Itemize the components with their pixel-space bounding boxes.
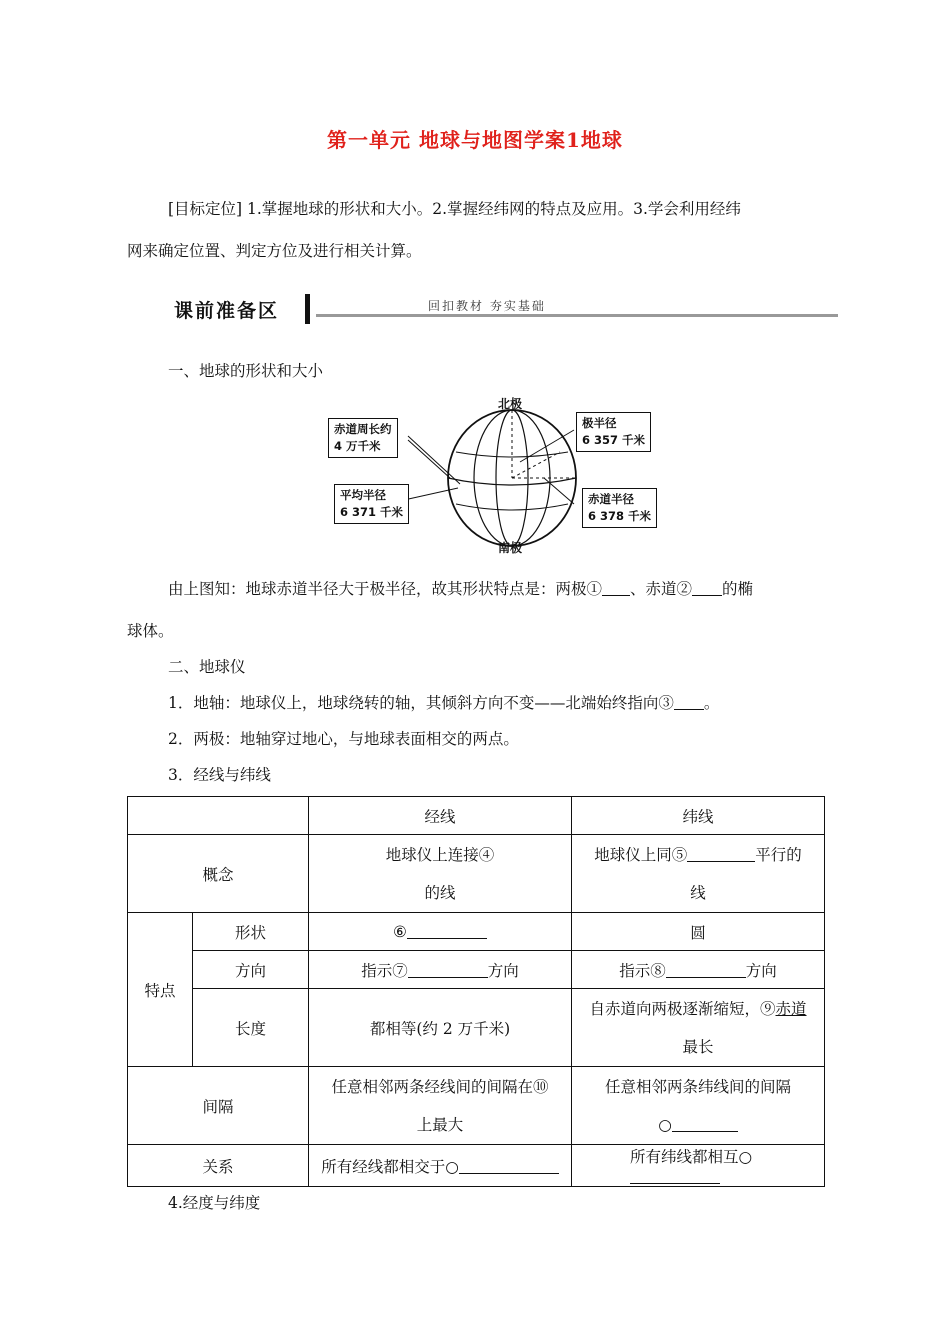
page-title: 第一单元 地球与地图学案1地球 bbox=[327, 128, 623, 152]
banner-rule bbox=[316, 314, 838, 317]
text-part: 自赤道向两极逐渐缩短，⑨ bbox=[589, 999, 776, 1018]
row-label-interval: 间隔 bbox=[128, 1067, 309, 1145]
cell-line bbox=[572, 836, 824, 874]
banner-bar bbox=[305, 294, 310, 324]
equator-radius-box bbox=[582, 488, 657, 528]
cell-line: 最长 bbox=[682, 1037, 714, 1056]
box-line: 赤道周长约 bbox=[334, 422, 392, 436]
cell-line: 地球仪上连接④ bbox=[385, 845, 495, 864]
box-line: 6 371 千米 bbox=[340, 505, 404, 519]
blank-7[interactable] bbox=[408, 961, 488, 978]
blank-13[interactable] bbox=[459, 1157, 559, 1174]
text-part: 所有经线都相交于○ bbox=[321, 1157, 459, 1176]
blank-6[interactable] bbox=[407, 922, 487, 939]
lon-lat-table bbox=[127, 796, 825, 1187]
cell-line: 任意相邻两条纬线间的间隔 bbox=[604, 1077, 791, 1096]
text-part: 所有纬线都相互○ bbox=[630, 1148, 753, 1166]
length-longitude: 都相等(约 2 万千米) bbox=[309, 989, 572, 1067]
row-label-features: 特点 bbox=[128, 913, 193, 1067]
axis-item bbox=[168, 692, 719, 714]
row-label-direction: 方向 bbox=[193, 951, 309, 989]
blank-2[interactable] bbox=[692, 579, 722, 596]
cell-line bbox=[572, 990, 824, 1028]
mean-radius-box bbox=[334, 484, 409, 524]
poles-item: 2．两极：地轴穿过地心，与地球表面相交的两点。 bbox=[168, 730, 519, 748]
text-part: 指示⑦ bbox=[361, 961, 408, 980]
blank-3[interactable] bbox=[674, 693, 704, 710]
blank-8[interactable] bbox=[666, 961, 746, 978]
relation-latitude bbox=[572, 1145, 825, 1187]
table-corner bbox=[128, 797, 309, 835]
box-line: 赤道半径 bbox=[588, 492, 634, 506]
text-part: 指示⑧ bbox=[619, 961, 666, 980]
shape-latitude: 圆 bbox=[572, 913, 825, 951]
cell-line bbox=[572, 1106, 824, 1144]
equator-circumference-box bbox=[328, 418, 398, 458]
answer-text: 赤道 bbox=[775, 999, 807, 1018]
blank-12[interactable] bbox=[672, 1115, 738, 1132]
text-part: 方向 bbox=[745, 961, 777, 980]
row-label-relation: 关系 bbox=[128, 1145, 309, 1187]
blank-5[interactable] bbox=[687, 845, 755, 862]
text-part: 。 bbox=[703, 694, 720, 712]
box-line: 6 357 千米 bbox=[582, 433, 646, 447]
header-longitude: 经线 bbox=[309, 797, 572, 835]
box-line: 平均半径 bbox=[340, 488, 386, 502]
row-label-length: 长度 bbox=[193, 989, 309, 1067]
cell-line: 上最大 bbox=[416, 1115, 464, 1134]
south-pole-label: 南极 bbox=[498, 541, 523, 555]
concept-longitude bbox=[309, 835, 572, 913]
concept-latitude bbox=[572, 835, 825, 913]
polar-radius-box bbox=[576, 412, 651, 452]
section-banner bbox=[168, 294, 310, 324]
interval-longitude bbox=[309, 1067, 572, 1145]
text-part: 由上图知：地球赤道半径大于极半径，故其形状特点是：两极① bbox=[168, 580, 603, 598]
box-line: 6 378 千米 bbox=[588, 509, 652, 523]
relation-longitude bbox=[309, 1145, 572, 1187]
text-part: 方向 bbox=[487, 961, 519, 980]
cell-line: 线 bbox=[690, 883, 706, 902]
north-pole-label: 北极 bbox=[498, 397, 523, 411]
objectives-line-1: [目标定位] 1.掌握地球的形状和大小。2.掌握经纬网的特点及应用。3.学会利用经纬 bbox=[168, 200, 741, 218]
item4-heading: 4.经度与纬度 bbox=[168, 1194, 261, 1212]
text-part: 1．地轴：地球仪上，地球绕转的轴，其倾斜方向不变——北端始终指向③ bbox=[168, 694, 674, 712]
cell-line: 任意相邻两条经线间的间隔在⑩ bbox=[331, 1077, 549, 1096]
banner-subtitle: 回扣教材 夯实基础 bbox=[428, 299, 546, 313]
blank-14[interactable] bbox=[630, 1167, 720, 1184]
shape-longitude bbox=[309, 913, 572, 951]
direction-latitude bbox=[572, 951, 825, 989]
earth-figure bbox=[320, 392, 660, 554]
box-line: 4 万千米 bbox=[334, 439, 381, 453]
text-part: 平行的 bbox=[755, 845, 802, 864]
section2-heading: 二、地球仪 bbox=[168, 658, 246, 676]
length-latitude bbox=[572, 989, 825, 1067]
text-part: 地球仪上同⑤ bbox=[594, 845, 688, 864]
row-label-concept: 概念 bbox=[128, 835, 309, 913]
text-part: ○ bbox=[658, 1115, 672, 1134]
interval-latitude bbox=[572, 1067, 825, 1145]
header-latitude: 纬线 bbox=[572, 797, 825, 835]
shape-conclusion-end: 球体。 bbox=[127, 622, 174, 640]
text-part: ⑥ bbox=[393, 923, 407, 941]
row-label-shape: 形状 bbox=[193, 913, 309, 951]
section1-heading: 一、地球的形状和大小 bbox=[168, 362, 324, 380]
direction-longitude bbox=[309, 951, 572, 989]
text-part: 的椭 bbox=[722, 580, 754, 598]
blank-1[interactable] bbox=[602, 579, 630, 596]
banner-title: 课前准备区 bbox=[174, 300, 280, 322]
lines-item-heading: 3．经线与纬线 bbox=[168, 766, 271, 784]
objectives-line-2: 网来确定位置、判定方位及进行相关计算。 bbox=[127, 242, 422, 260]
cell-line: 的线 bbox=[424, 883, 456, 902]
text-part: 、赤道② bbox=[630, 580, 693, 598]
shape-conclusion bbox=[168, 578, 753, 600]
box-line: 极半径 bbox=[582, 416, 617, 430]
